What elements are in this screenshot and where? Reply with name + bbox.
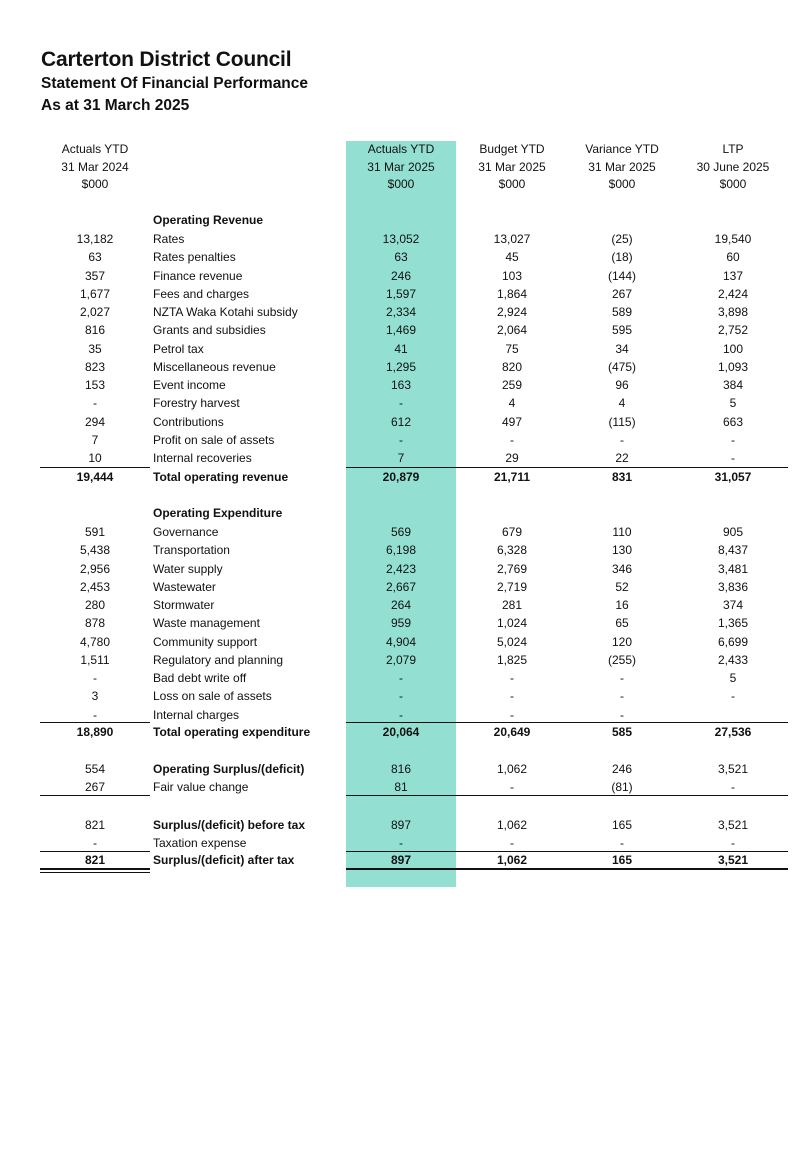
ltp-cell: 2,433 <box>717 652 749 667</box>
line-item-label: Surplus/(deficit) after tax <box>153 853 295 867</box>
ltp-cell: 3,481 <box>717 561 749 576</box>
line-item-label: Total operating revenue <box>153 470 289 484</box>
budget-cell: 4 <box>508 396 516 411</box>
actuals-2024-cell: 153 <box>84 378 106 392</box>
actuals-2025-cell: 1,469 <box>385 323 417 338</box>
budget-cell: 259 <box>501 378 523 392</box>
budget-cell: 1,825 <box>496 652 528 667</box>
line-item-label: Fair value change <box>153 780 249 794</box>
line-item-label: Internal recoveries <box>153 451 252 465</box>
budget-cell: - <box>510 689 514 704</box>
budget-cell: 497 <box>501 414 523 429</box>
header-budget-ytd: Budget YTD 31 Mar 2025 $000 <box>478 142 546 191</box>
ltp-cell: 3,836 <box>717 579 749 594</box>
actuals-2024-cell: 1,677 <box>79 286 111 301</box>
actuals-2024-cell: - <box>93 671 97 685</box>
actuals-2024-cell: - <box>93 396 97 411</box>
ltp-cell: - <box>731 451 735 465</box>
ltp-cell: 6,699 <box>717 634 749 649</box>
revenue-row <box>0 230 807 248</box>
fair-value-row <box>0 778 807 796</box>
expenditure-row <box>0 687 807 705</box>
line-item-label: Water supply <box>153 561 223 576</box>
actuals-2024-cell: 816 <box>84 323 106 338</box>
budget-cell: 29 <box>505 451 519 465</box>
revenue-row <box>0 267 807 285</box>
revenue-row <box>0 413 807 431</box>
line-item-label: Surplus/(deficit) before tax <box>153 818 306 832</box>
variance-cell: 52 <box>615 579 629 594</box>
budget-cell: - <box>510 432 514 447</box>
ltp-cell: 100 <box>722 341 744 356</box>
line-item-label: Bad debt write off <box>153 671 247 685</box>
actuals-2024-cell: 267 <box>84 780 106 794</box>
ltp-cell: 905 <box>722 525 744 539</box>
operating-revenue-heading <box>0 211 807 229</box>
actuals-2024-cell: 7 <box>91 432 99 447</box>
budget-cell: 6,328 <box>496 543 528 558</box>
actuals-2025-cell: - <box>399 432 403 447</box>
budget-cell: 1,024 <box>496 616 528 631</box>
actuals-2025-cell: 959 <box>390 616 412 631</box>
statement-date: As at 31 March 2025 <box>41 97 190 114</box>
line-item-label: Grants and subsidies <box>153 323 266 338</box>
header-ltp: LTP 30 June 2025 $000 <box>696 142 770 191</box>
line-item-label: Finance revenue <box>153 268 243 283</box>
variance-cell: (115) <box>608 414 636 429</box>
variance-cell: 130 <box>611 543 633 558</box>
line-item-label: Fees and charges <box>153 286 250 301</box>
variance-cell: 589 <box>611 305 633 319</box>
budget-cell: 820 <box>501 359 523 374</box>
budget-cell: - <box>510 707 514 722</box>
budget-cell: 21,711 <box>493 470 531 484</box>
variance-cell: - <box>620 671 624 685</box>
actuals-2024-cell: 10 <box>88 451 102 465</box>
budget-cell: 2,924 <box>496 305 528 319</box>
line-item-label: Total operating expenditure <box>153 725 311 739</box>
ltp-cell: 8,437 <box>717 543 749 558</box>
operating-expenditure-heading <box>0 504 807 522</box>
ltp-cell: 384 <box>722 378 744 392</box>
variance-cell: 34 <box>615 341 629 356</box>
ltp-cell: 19,540 <box>714 232 752 246</box>
actuals-2024-cell: 1,511 <box>80 652 110 667</box>
budget-cell: 679 <box>501 525 523 539</box>
expenditure-row <box>0 614 807 632</box>
ltp-cell: - <box>731 780 735 794</box>
variance-cell: (255) <box>607 652 636 667</box>
variance-cell: - <box>620 836 624 850</box>
actuals-2024-cell: 823 <box>84 359 106 374</box>
surplus-before-tax-row <box>0 816 807 834</box>
ltp-cell: 2,752 <box>717 323 749 338</box>
actuals-2024-cell: 3 <box>91 689 99 704</box>
actuals-2024-cell: 2,956 <box>79 561 111 576</box>
ltp-cell: 3,898 <box>717 305 749 319</box>
budget-cell: 5,024 <box>496 634 528 649</box>
budget-cell: 45 <box>505 250 519 265</box>
total-revenue-row <box>0 468 807 486</box>
actuals-2025-cell: 246 <box>390 268 412 283</box>
variance-cell: - <box>620 432 624 447</box>
taxation-row <box>0 834 807 852</box>
ltp-cell: - <box>731 432 735 447</box>
surplus-after-tax-row <box>0 851 807 869</box>
revenue-row <box>0 431 807 449</box>
ltp-cell: 3,521 <box>717 853 749 867</box>
variance-cell: (475) <box>607 359 636 374</box>
line-item-label: Rates <box>153 232 185 246</box>
revenue-row <box>0 285 807 303</box>
expenditure-row <box>0 706 807 724</box>
actuals-2024-cell: 294 <box>84 414 106 429</box>
ltp-cell: 1,365 <box>717 616 749 631</box>
actuals-2024-cell: 63 <box>88 250 102 265</box>
actuals-2025-cell: 7 <box>397 451 405 465</box>
actuals-2024-cell: 821 <box>84 853 106 867</box>
header-variance-ytd: Variance YTD 31 Mar 2025 $000 <box>585 142 659 191</box>
line-item-label: Miscellaneous revenue <box>153 359 276 374</box>
variance-cell: (81) <box>611 780 633 794</box>
actuals-2024-cell: 821 <box>84 818 106 832</box>
revenue-row <box>0 376 807 394</box>
line-item-label: Stormwater <box>153 598 215 612</box>
variance-cell: (18) <box>611 250 633 265</box>
revenue-row <box>0 358 807 376</box>
line-item-label: Internal charges <box>153 707 240 722</box>
line-item-label: Taxation expense <box>153 836 247 850</box>
actuals-2025-cell: 1,597 <box>385 286 417 301</box>
operating-surplus-row <box>0 760 807 778</box>
actuals-2024-cell: 5,438 <box>79 543 111 558</box>
expenditure-row <box>0 578 807 596</box>
expenditure-row <box>0 523 807 541</box>
ltp-cell: 60 <box>726 250 740 265</box>
actuals-2024-cell: 35 <box>88 341 102 356</box>
actuals-2025-cell: 13,052 <box>382 232 420 246</box>
line-item-label: Transportation <box>153 543 230 558</box>
expenditure-row <box>0 560 807 578</box>
expenditure-row <box>0 669 807 687</box>
revenue-row <box>0 303 807 321</box>
rule-line <box>346 795 788 796</box>
variance-cell: 110 <box>612 525 632 539</box>
ltp-cell: 137 <box>722 268 744 283</box>
actuals-2024-cell: 280 <box>84 598 106 612</box>
line-item-label: Forestry harvest <box>153 396 240 411</box>
ltp-cell: - <box>731 836 735 850</box>
variance-cell: 346 <box>611 561 633 576</box>
ltp-cell: 3,521 <box>717 762 749 776</box>
actuals-2025-cell: 897 <box>390 853 412 867</box>
header-actuals-2024: Actuals YTD 31 Mar 2024 $000 <box>61 142 129 191</box>
ltp-cell: 3,521 <box>717 818 749 832</box>
actuals-2025-cell: 569 <box>390 525 412 539</box>
variance-cell: 120 <box>611 634 633 649</box>
variance-cell: 246 <box>611 762 633 776</box>
budget-cell: - <box>510 836 514 850</box>
variance-cell: (144) <box>607 268 636 283</box>
expenditure-row <box>0 541 807 559</box>
actuals-2024-cell: 19,444 <box>76 470 114 484</box>
variance-cell: 96 <box>615 378 629 392</box>
ltp-cell: 2,424 <box>717 286 749 301</box>
variance-cell: 65 <box>615 616 629 631</box>
budget-cell: 2,719 <box>496 579 528 594</box>
variance-cell: 595 <box>611 323 633 338</box>
header-actuals-2025: Actuals YTD 31 Mar 2025 $000 <box>367 142 435 191</box>
expenditure-row <box>0 651 807 669</box>
actuals-2024-cell: 878 <box>84 616 106 631</box>
line-item-label: Community support <box>153 634 258 649</box>
line-item-label: Profit on sale of assets <box>153 432 275 447</box>
actuals-2024-cell: 554 <box>84 762 106 776</box>
expenditure-row <box>0 633 807 651</box>
variance-cell: 585 <box>611 725 633 739</box>
variance-cell: 831 <box>611 470 633 484</box>
actuals-2025-cell: 20,879 <box>382 470 420 484</box>
variance-cell: - <box>620 707 624 722</box>
actuals-2025-cell: - <box>399 671 403 685</box>
line-item-label: Governance <box>153 525 219 539</box>
ltp-cell: 1,093 <box>717 359 749 374</box>
line-item-label: Regulatory and planning <box>153 652 284 667</box>
revenue-row <box>0 449 807 467</box>
actuals-2024-cell: - <box>93 836 97 850</box>
line-item-label: Wastewater <box>153 579 216 594</box>
ltp-cell: 374 <box>722 598 744 612</box>
ltp-cell: 31,057 <box>714 470 752 484</box>
actuals-2025-cell: - <box>399 707 403 722</box>
ltp-cell: 5 <box>729 671 737 685</box>
actuals-2025-cell: 6,198 <box>385 543 417 558</box>
actuals-2025-cell: - <box>399 836 403 850</box>
actuals-2025-cell: - <box>399 689 403 704</box>
actuals-2025-cell: 2,423 <box>385 561 417 576</box>
expenditure-row <box>0 596 807 614</box>
actuals-2024-cell: - <box>93 707 97 722</box>
budget-cell: 1,062 <box>496 762 528 776</box>
variance-cell: 22 <box>615 451 629 465</box>
ltp-cell: 663 <box>722 414 744 429</box>
budget-cell: 1,062 <box>496 818 528 832</box>
actuals-2025-cell: 2,667 <box>385 579 417 594</box>
actuals-2025-cell: 816 <box>390 762 412 776</box>
total-expenditure-row <box>0 723 807 741</box>
line-item-label: Loss on sale of assets <box>153 689 272 704</box>
actuals-2024-cell: 591 <box>84 525 106 539</box>
ltp-cell: 5 <box>729 396 737 411</box>
statement-title: Statement Of Financial Performance <box>41 75 309 92</box>
actuals-2024-cell: 13,182 <box>76 232 114 246</box>
budget-cell: 13,027 <box>493 232 531 246</box>
actuals-2025-cell: 897 <box>390 818 412 832</box>
section-heading-label: Operating Revenue <box>153 213 264 227</box>
variance-cell: 16 <box>615 598 629 612</box>
actuals-2025-cell: 1,295 <box>385 359 417 374</box>
budget-cell: 2,064 <box>496 323 528 338</box>
rule-line <box>40 795 150 796</box>
variance-cell: (25) <box>611 232 633 246</box>
budget-cell: 20,649 <box>493 725 531 739</box>
rule-line <box>346 868 788 870</box>
rule-line <box>40 872 150 873</box>
variance-cell: 267 <box>611 286 633 301</box>
budget-cell: 281 <box>501 598 523 612</box>
actuals-2025-cell: 20,064 <box>382 725 420 739</box>
actuals-2025-cell: - <box>399 396 403 411</box>
actuals-2025-cell: 41 <box>394 341 408 356</box>
revenue-row <box>0 394 807 412</box>
council-title: Carterton District Council <box>41 48 292 71</box>
variance-cell: 165 <box>611 818 633 832</box>
budget-cell: 1,864 <box>496 286 528 301</box>
actuals-2025-cell: 612 <box>390 414 412 429</box>
variance-cell: 4 <box>618 396 626 411</box>
actuals-2025-cell: 2,079 <box>385 652 417 667</box>
actuals-2025-cell: 163 <box>390 378 412 392</box>
variance-cell: 165 <box>611 853 633 867</box>
line-item-label: Contributions <box>153 414 224 429</box>
actuals-2025-cell: 81 <box>394 780 408 794</box>
line-item-label: Petrol tax <box>153 341 204 356</box>
budget-cell: - <box>510 780 514 794</box>
actuals-2025-cell: 4,904 <box>385 634 417 649</box>
line-item-label: Operating Surplus/(deficit) <box>153 762 305 776</box>
ltp-cell: 27,536 <box>714 725 752 739</box>
rule-line <box>40 868 150 870</box>
revenue-row <box>0 321 807 339</box>
actuals-2025-cell: 63 <box>394 250 408 265</box>
actuals-2024-cell: 4,780 <box>79 634 111 649</box>
actuals-2025-cell: 264 <box>390 598 412 612</box>
line-item-label: Event income <box>153 378 226 392</box>
actuals-2024-cell: 18,890 <box>76 725 114 739</box>
line-item-label: Waste management <box>153 616 260 631</box>
actuals-2024-cell: 2,453 <box>79 579 111 594</box>
line-item-label: Rates penalties <box>153 250 236 265</box>
budget-cell: 103 <box>501 268 523 283</box>
actuals-2024-cell: 357 <box>84 268 106 283</box>
budget-cell: 75 <box>505 341 519 356</box>
revenue-row <box>0 340 807 358</box>
revenue-row <box>0 248 807 266</box>
actuals-2025-cell: 2,334 <box>385 305 417 319</box>
ltp-cell: - <box>731 689 735 704</box>
actuals-2024-cell: 2,027 <box>79 305 111 319</box>
variance-cell: - <box>620 689 624 704</box>
line-item-label: NZTA Waka Kotahi subsidy <box>153 305 298 319</box>
document-header <box>41 48 308 117</box>
budget-cell: 1,062 <box>496 853 528 867</box>
section-heading-label: Operating Expenditure <box>153 506 283 520</box>
budget-cell: - <box>510 671 514 685</box>
budget-cell: 2,769 <box>496 561 528 576</box>
